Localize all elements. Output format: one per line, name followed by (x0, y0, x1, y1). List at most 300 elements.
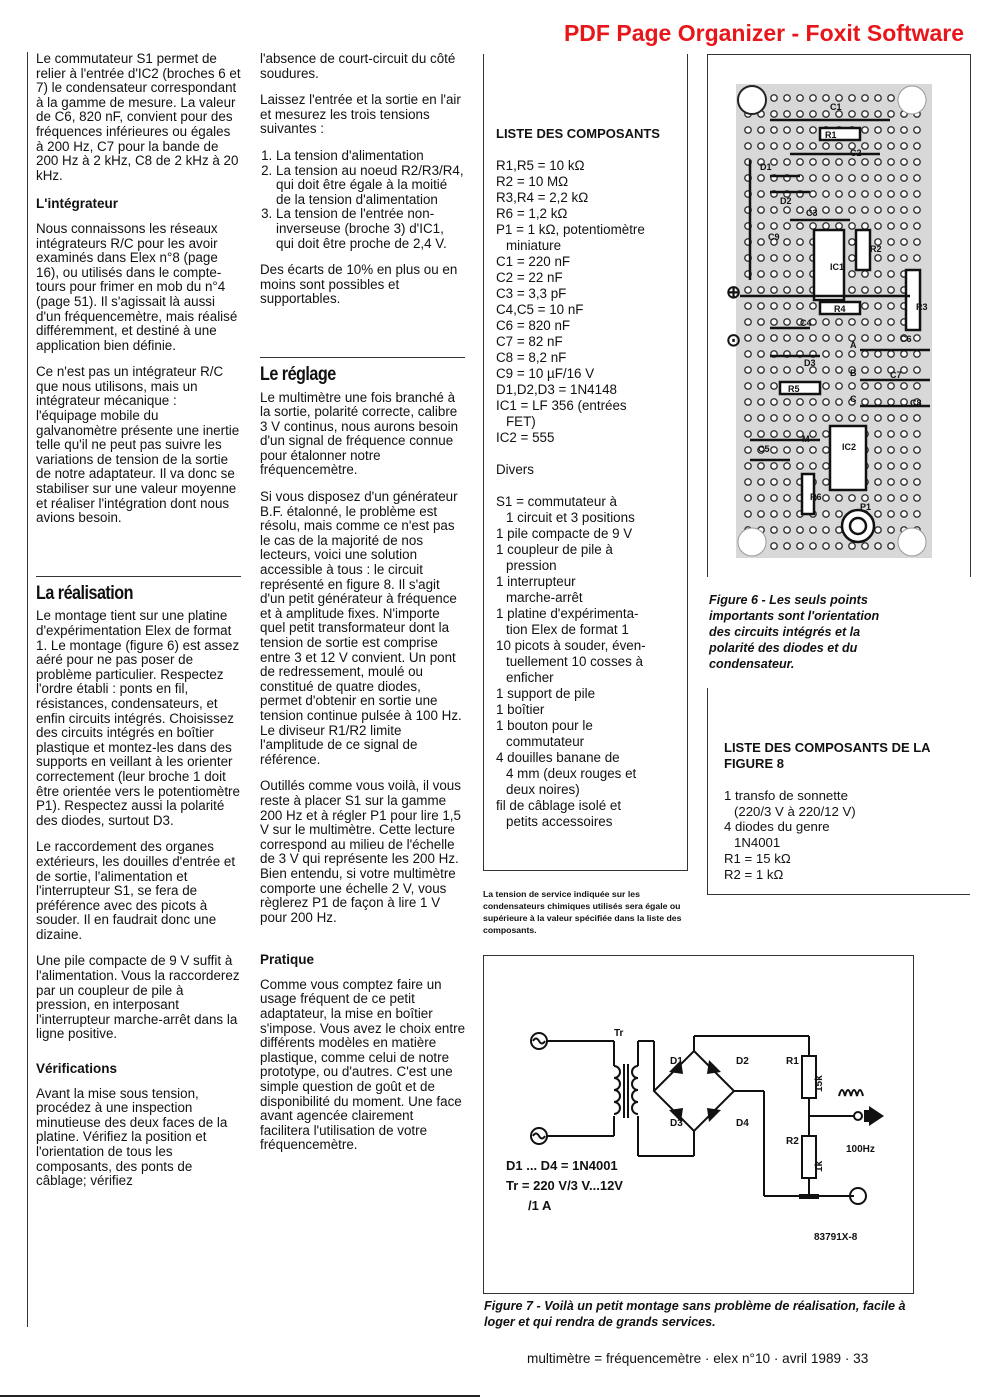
pcb-pad (875, 207, 881, 213)
parts-list-item: IC2 = 555 (496, 430, 555, 445)
pcb-pad (901, 175, 907, 181)
pcb-label: C2 (850, 148, 862, 158)
parts-list-item: D1,D2,D3 = 1N4148 (496, 382, 617, 397)
figure-8-parts-box (707, 688, 970, 895)
schematic-label: D1 (670, 1056, 683, 1067)
pcb-label: C5 (758, 444, 770, 454)
pcb-pad (758, 303, 764, 309)
pcb-pad (862, 175, 868, 181)
margin-rule (27, 52, 28, 1327)
pcb-pad (862, 207, 868, 213)
pcb-pad (888, 127, 894, 133)
list-item: 2. La tension au noeud R2/R3/R4, qui doit être égale à la moitié de la tension d'alimentation (276, 164, 465, 208)
pcb-pad (862, 111, 868, 117)
parts-list-item: R6 = 1,2 kΩ (496, 206, 568, 221)
pcb-pad (758, 255, 764, 261)
pcb-pad (810, 543, 816, 549)
parts-list-item: P1 = 1 kΩ, potentiomètre (496, 222, 645, 237)
schematic-diagram (484, 956, 913, 1293)
pcb-label: C (850, 394, 857, 404)
pcb-pad (758, 239, 764, 245)
pcb-pad (771, 383, 777, 389)
figure-8-parts-title: LISTE DES COMPOSANTS DE LA FIGURE 8 (724, 740, 931, 771)
pcb-pad (836, 415, 842, 421)
pcb-pad (849, 271, 855, 277)
paragraph: Des écarts de 10% en plus ou en moins sont possibles et supportables. (260, 262, 458, 307)
pcb-pad (784, 447, 790, 453)
parts-list-title: LISTE DES COMPOSANTS (496, 126, 660, 141)
pcb-pad (875, 335, 881, 341)
voltage-list (260, 149, 465, 251)
pcb-pad (888, 543, 894, 549)
pcb-pad (823, 319, 829, 325)
pcb-label: D2 (780, 196, 792, 206)
pcb-label: C8 (910, 398, 922, 408)
parts-list-item: fil de câblage isolé et (496, 798, 622, 813)
pcb-pad (836, 543, 842, 549)
pcb-pad (810, 303, 816, 309)
pcb-pad (862, 383, 868, 389)
pcb-pad (888, 223, 894, 229)
pcb-pad (771, 127, 777, 133)
pcb-pad (849, 175, 855, 181)
pcb-pad (862, 351, 868, 357)
pcb-pad (758, 271, 764, 277)
pcb-pad (862, 191, 868, 197)
pcb-pad (810, 431, 816, 437)
paragraph: Le montage tient sur une platine d'expérimentation Elex de format 1. Le montage (figure 6) est assez aéré pour ne pas poser de problème particulier. Respectez l'ordre établi : ponts en fil, résistances, condensateurs, et enfin circuits intégrés. Choisissez des circuits intégrés en boîtier plastique et montez-les dans des supports en veillant à les orienter correctement (leur broche 1 doit être orientée vers le potentiomètre P1). Respectez aussi la polarité des diodes, surtout D3. (36, 608, 240, 828)
pcb-pad (745, 463, 751, 469)
parts-list-item: C9 = 10 µF/16 V (496, 366, 595, 381)
pcb-pad (888, 399, 894, 405)
current-note: /1 A (528, 1198, 552, 1213)
pcb-pad (914, 143, 920, 149)
pcb-pad (914, 463, 920, 469)
pcb-pad (784, 239, 790, 245)
pcb-pad (888, 239, 894, 245)
pcb-pad (758, 383, 764, 389)
pcb-pad (888, 495, 894, 501)
pcb-pad (771, 527, 777, 533)
pcb-pad (862, 335, 868, 341)
pcb-pad (901, 351, 907, 357)
pcb-pad (784, 207, 790, 213)
pcb-pad (797, 399, 803, 405)
pcb-pad (914, 127, 920, 133)
pcb-pad (784, 95, 790, 101)
pcb-pad (862, 303, 868, 309)
pcb-pad (758, 207, 764, 213)
pcb-pad (862, 127, 868, 133)
pcb-pad (797, 463, 803, 469)
pcb-pad (745, 511, 751, 517)
figure-8-parts-list (724, 740, 954, 882)
pcb-pad (849, 351, 855, 357)
pcb-pad (784, 415, 790, 421)
pcb-pad (745, 335, 751, 341)
pcb-pad (901, 239, 907, 245)
pcb-pad (888, 431, 894, 437)
paragraph: Le raccordement des organes extérieurs, les douilles d'entrée et de sortie, l'alimentation et l'interrupteur S1, se fera de préférence avec des picots à souder. Il en faudrait donc une dizaine. (36, 839, 236, 942)
pcb-pad (745, 399, 751, 405)
parts-list-item: 1 pile compacte de 9 V (496, 526, 633, 541)
pcb-pad (888, 255, 894, 261)
pcb-label: R4 (834, 304, 846, 314)
pcb-pad (797, 527, 803, 533)
pcb-pad (888, 463, 894, 469)
pcb-pad (888, 319, 894, 325)
pcb-pad (745, 431, 751, 437)
parts-list-item: deux noires) (506, 782, 580, 797)
pcb-pad (875, 111, 881, 117)
pcb-pad (771, 319, 777, 325)
pcb-pad (875, 431, 881, 437)
parts-list-item: miniature (506, 238, 562, 253)
pcb-pad (836, 511, 842, 517)
parts-list-item: marche-arrêt (506, 590, 583, 605)
text-column-2 (260, 52, 465, 1165)
pcb-pad (745, 367, 751, 373)
figure-6-caption: Figure 6 - Les seuls points importants sont l'orientation des circuits intégrés et la polarité des diodes et du condensateur. (709, 593, 880, 671)
pcb-pad (745, 415, 751, 421)
pcb-pad (784, 143, 790, 149)
pcb-pad (914, 207, 920, 213)
app-banner: PDF Page Organizer - Foxit Software (563, 20, 964, 46)
pcb-pad (875, 383, 881, 389)
pcb-pad (771, 143, 777, 149)
parts-list-item: Divers (496, 462, 534, 477)
pcb-pad (771, 335, 777, 341)
pcb-pad (914, 383, 920, 389)
pcb-pad (849, 207, 855, 213)
paragraph: Le multimètre une fois branché à la sortie, polarité correcte, calibre 3 V continus, nous aurons besoin d'un signal de fréquence connue pour étalonner notre fréquencemètre. (260, 389, 459, 478)
parts-list-item: FET) (506, 414, 536, 429)
pcb-pad (914, 159, 920, 165)
pcb-pad (849, 255, 855, 261)
pcb-pad (823, 431, 829, 437)
pcb-label: C7 (890, 370, 902, 380)
schematic-label: Tr (614, 1028, 624, 1039)
pcb-pad (745, 351, 751, 357)
pcb-pad (823, 207, 829, 213)
pcb-pad (771, 111, 777, 117)
pcb-pad (823, 175, 829, 181)
paragraph: Le commutateur S1 permet de relier à l'entrée d'IC2 (broches 6 et 7) le condensateur correspondant à la gamme de mesure. La valeur de C6, 820 nF, convient pour des fréquences inférieures ou égales à 200 Hz, C7 pour la bande de 200 Hz à 2 kHz, C8 de 2 kHz à 20 kHz. (36, 51, 241, 183)
paragraph: Laissez l'entrée et la sortie en l'air et mesurez les trois tensions suivantes : (260, 92, 461, 137)
pcb-pad (836, 159, 842, 165)
pcb-pad (901, 127, 907, 133)
pcb-pad (862, 367, 868, 373)
pcb-pad (888, 111, 894, 117)
parts-list-item: S1 = commutateur à (496, 494, 617, 509)
pcb-pad (914, 511, 920, 517)
pcb-pad (823, 335, 829, 341)
paragraph: l'absence de court-circuit du côté soudures. (260, 51, 456, 81)
pcb-pad (914, 415, 920, 421)
pcb-pad (862, 495, 868, 501)
pcb-pad (914, 479, 920, 485)
pcb-pad (875, 479, 881, 485)
pcb-pad (875, 447, 881, 453)
pcb-pad (888, 303, 894, 309)
parts-list-item: pression (506, 558, 557, 573)
pcb-pad (771, 95, 777, 101)
pcb-pad (888, 335, 894, 341)
figure-7-caption: Figure 7 - Voilà un petit montage sans problème de réalisation, facile à loger et qui rendra de grands services. (484, 1299, 906, 1329)
pcb-label: R5 (788, 384, 800, 394)
pcb-pad (875, 159, 881, 165)
paragraph: Si vous disposez d'un générateur B.F. étalonné, le problème est résolu, mais comme ce n'est pas le cas de la majorité de nos lecteurs, voici une solution accessible à tous : le circuit représenté en figure 8. Il s'agit d'un petit générateur à fréquence et à amplitude fixes. N'importe quel petit transformateur dont la tension de sortie est comprise entre 3 et 12 V convient. Un pont de redressement, moulé ou constitué de quatre diodes, permet d'obtenir en sortie une tension continue pulsée à 100 Hz. Le diviseur R1/R2 limite l'amplitude de ce signal de référence. (260, 489, 462, 767)
pcb-pad (875, 543, 881, 549)
pcb-pad (888, 351, 894, 357)
pcb-pad (823, 143, 829, 149)
pcb-pad (771, 287, 777, 293)
pcb-label: B (850, 368, 857, 378)
pcb-pad (914, 175, 920, 181)
pcb-pad (823, 223, 829, 229)
pcb-pad (823, 447, 829, 453)
pcb-pad (836, 207, 842, 213)
pcb-pad (875, 127, 881, 133)
pcb-label: R3 (916, 302, 928, 312)
pcb-pad (849, 95, 855, 101)
pcb-label: C1 (830, 102, 842, 112)
pcb-pad (836, 367, 842, 373)
pcb-pad (771, 479, 777, 485)
schematic-label: D4 (736, 1118, 749, 1129)
pcb-pad (862, 543, 868, 549)
parts-list-item: C6 = 820 nF (496, 318, 571, 333)
pcb-pad (875, 223, 881, 229)
pcb-pad (836, 495, 842, 501)
pcb-pad (849, 543, 855, 549)
pcb-pad (823, 95, 829, 101)
pcb-pad (849, 287, 855, 293)
transformer-note: Tr = 220 V/3 V...12V (506, 1178, 623, 1193)
pcb-pad (823, 463, 829, 469)
pcb-pad (771, 543, 777, 549)
parts-list-item: C4,C5 = 10 nF (496, 302, 584, 317)
divider (36, 576, 241, 577)
pcb-pad (771, 415, 777, 421)
page-footer: multimètre = fréquencemètre · elex n°10 · avril 1989 · 33 (527, 1351, 869, 1366)
pcb-label: C4 (800, 318, 812, 328)
section-heading: Le réglage (260, 363, 336, 385)
parts-list-item: R1,R5 = 10 kΩ (496, 158, 585, 173)
pcb-pad (784, 255, 790, 261)
pcb-pad (901, 431, 907, 437)
pcb-pad (771, 495, 777, 501)
pcb-pad (771, 207, 777, 213)
pcb-pad (823, 159, 829, 165)
pcb-label: R1 (825, 130, 837, 140)
pcb-pad (862, 223, 868, 229)
pcb-pad (784, 479, 790, 485)
pcb-pad (914, 447, 920, 453)
pcb-pad (914, 367, 920, 373)
pcb-pad (810, 143, 816, 149)
pcb-pad (784, 127, 790, 133)
pcb-pad (901, 415, 907, 421)
pcb-pad (797, 271, 803, 277)
pcb-pad (810, 527, 816, 533)
pcb-pad (797, 239, 803, 245)
pcb-pad (797, 207, 803, 213)
pcb-pad (758, 431, 764, 437)
pcb-pad (810, 223, 816, 229)
parts-list-item: tuellement 10 cosses à (506, 654, 643, 669)
pcb-pad (810, 415, 816, 421)
parts-list-item: enficher (506, 670, 554, 685)
pcb-pad (797, 255, 803, 261)
pcb-pad (823, 351, 829, 357)
section-heading: L'intégrateur (36, 196, 118, 212)
pcb-pad (810, 447, 816, 453)
pcb-pad (758, 463, 764, 469)
pcb-pad (901, 511, 907, 517)
pcb-pad (849, 223, 855, 229)
pcb-pad (758, 351, 764, 357)
pcb-pad (888, 383, 894, 389)
pcb-pad (875, 271, 881, 277)
parts-list-item: C1 = 220 nF (496, 254, 571, 269)
pcb-pad (797, 95, 803, 101)
figure-8-parts-item: 1 transfo de sonnette (724, 788, 848, 803)
pcb-pad (758, 399, 764, 405)
figure-7-frame (483, 955, 914, 1294)
pcb-pad (862, 95, 868, 101)
pcb-pad (771, 431, 777, 437)
pcb-pad (862, 415, 868, 421)
parts-list-box (483, 54, 688, 871)
pcb-pad (758, 143, 764, 149)
pcb-pad (901, 143, 907, 149)
pcb-pad (745, 479, 751, 485)
pcb-pad (784, 527, 790, 533)
pcb-pad (784, 159, 790, 165)
pcb-pad (875, 495, 881, 501)
pcb-pad (758, 175, 764, 181)
pcb-pad (862, 319, 868, 325)
section-heading: La réalisation (36, 582, 133, 604)
pcb-pad (771, 223, 777, 229)
pcb-pad (901, 383, 907, 389)
paragraph: Nous connaissons les réseaux intégrateurs R/C pour les avoir examinés dans Elex n°8 (page 16), ou utilisés dans le compte-tours pour frimer en mob du n°4 (page 51). Il s'agissait là aussi d'un fréquencemètre, mais réalisé différemment, et destiné à une application bien définie. (36, 220, 238, 353)
pcb-pad (745, 143, 751, 149)
parts-list-item: 4 mm (deux rouges et (506, 766, 637, 781)
pcb-pad (823, 367, 829, 373)
pcb-pad (810, 175, 816, 181)
pcb-pad (784, 303, 790, 309)
pcb-pad (914, 351, 920, 357)
figure-8-parts-item: (220/3 V à 220/12 V) (734, 803, 856, 819)
svg-text:⊙: ⊙ (726, 330, 742, 350)
pcb-label: P1 (860, 502, 872, 512)
pcb-pad (758, 367, 764, 373)
pcb-pad (888, 191, 894, 197)
pcb-pad (797, 287, 803, 293)
pcb-pad (784, 287, 790, 293)
parts-list-item: 4 douilles banane de (496, 750, 620, 765)
pcb-pad (823, 111, 829, 117)
schematic-label: D3 (670, 1118, 683, 1129)
pcb-pad (875, 351, 881, 357)
pcb-pad (836, 383, 842, 389)
pcb-pad (914, 495, 920, 501)
pcb-pad (901, 367, 907, 373)
pcb-pad (862, 271, 868, 277)
paragraph: Une pile compacte de 9 V suffit à l'alimentation. Vous la raccorderez par un coupleur de pile à pression, en interposant l'interrupteur marche-arrêt dans la ligne positive. (36, 953, 240, 1042)
parts-list-item (496, 446, 682, 462)
parts-list-item: C3 = 3,3 pF (496, 286, 567, 301)
pcb-pad (875, 399, 881, 405)
pcb-pad (745, 287, 751, 293)
pcb-pad (784, 543, 790, 549)
pcb-pad (745, 495, 751, 501)
pcb-pad (914, 191, 920, 197)
pcb-pad (823, 543, 829, 549)
figure-8-parts-item: 4 diodes du genre (724, 819, 830, 835)
figure-8-parts-item: R2 = 1 kΩ (724, 866, 784, 882)
pcb-pad (849, 239, 855, 245)
pcb-pad (784, 399, 790, 405)
pcb-pad (875, 175, 881, 181)
svg-text:⊕: ⊕ (726, 282, 742, 302)
pcb-pad (875, 511, 881, 517)
pcb-pad (914, 223, 920, 229)
pcb-pad (745, 383, 751, 389)
pcb-pad (758, 223, 764, 229)
schematic-notes (506, 1156, 623, 1216)
pcb-pad (810, 463, 816, 469)
parts-list-item: 10 picots à souder, éven- (496, 638, 646, 653)
pcb-pad (901, 159, 907, 165)
pcb-pad (849, 415, 855, 421)
pcb-pad (784, 335, 790, 341)
pcb-pad (797, 447, 803, 453)
pcb-pad (745, 127, 751, 133)
pcb-pad (797, 223, 803, 229)
pcb-pad (888, 95, 894, 101)
pcb-pad (784, 223, 790, 229)
pcb-pad (810, 95, 816, 101)
pcb-pad (784, 511, 790, 517)
pcb-pad (771, 271, 777, 277)
pcb-pad (784, 431, 790, 437)
pcb-pad (901, 463, 907, 469)
pcb-pad (888, 479, 894, 485)
pcb-label: A (850, 340, 857, 350)
pcb-pad (771, 399, 777, 405)
pcb-pad (849, 159, 855, 165)
pcb-pad (862, 159, 868, 165)
pcb-pad (784, 463, 790, 469)
pcb-pad (823, 415, 829, 421)
pcb-pad (836, 143, 842, 149)
pcb-pad (810, 111, 816, 117)
pcb-pad (888, 447, 894, 453)
figure-8-parts-item: R1 = 15 kΩ (724, 850, 791, 866)
pcb-pad (888, 287, 894, 293)
parts-list-item: 1 circuit et 3 positions (506, 510, 635, 525)
pcb-pad (810, 127, 816, 133)
pcb-label: D1 (760, 162, 772, 172)
parts-list-item: R2 = 10 MΩ (496, 174, 569, 189)
pcb-pad (797, 543, 803, 549)
parts-list-item: petits accessoires (506, 814, 613, 829)
pcb-pad (901, 255, 907, 261)
schematic-label: 100Hz (846, 1144, 875, 1155)
